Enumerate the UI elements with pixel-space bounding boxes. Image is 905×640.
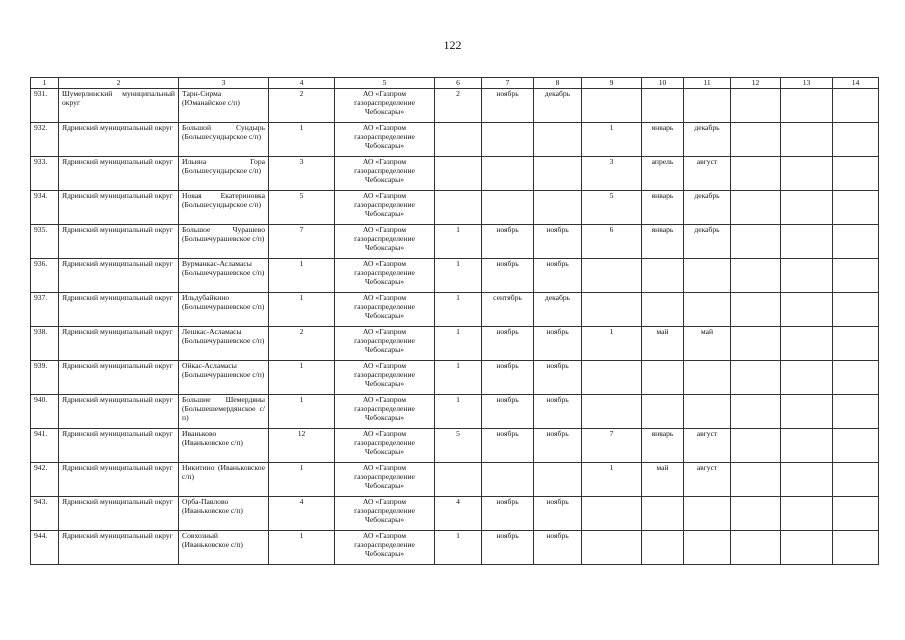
end-month-year3-cell [833,327,879,361]
count-year2-cell: 7 [582,429,642,463]
column-number-11: 11 [684,78,731,89]
row-number-cell: 934. [31,191,59,225]
count-year2-cell: 6 [582,225,642,259]
start-month-year2-cell [642,395,684,429]
count-year3-cell [731,259,781,293]
start-month-year1-cell: ноябрь [482,259,534,293]
column-number-10: 10 [642,78,684,89]
count-year2-cell: 3 [582,157,642,191]
count-year3-cell [731,157,781,191]
start-month-year2-cell: январь [642,191,684,225]
start-month-year1-cell: ноябрь [482,225,534,259]
column-number-6: 6 [435,78,482,89]
count-year3-cell [731,225,781,259]
count-total-cell: 2 [269,327,335,361]
count-total-cell: 1 [269,395,335,429]
municipal-district-cell: Ядринский муниципальный округ [59,429,179,463]
end-month-year1-cell [534,123,582,157]
start-month-year2-cell [642,361,684,395]
table-row [31,89,879,123]
count-year2-cell: 5 [582,191,642,225]
count-year1-cell: 4 [435,497,482,531]
settlement-cell: Тарн-Сирма (Юманайское с/п) [179,89,269,123]
operator-cell: АО «Газпром газораспределение Чебоксары» [335,497,435,531]
count-year1-cell: 1 [435,361,482,395]
row-number-cell: 941. [31,429,59,463]
settlement-cell: Вурманкас-Асламасы (Большечурашевское с/п) [179,259,269,293]
end-month-year2-cell: август [684,463,731,497]
count-year1-cell [435,463,482,497]
count-total-cell: 7 [269,225,335,259]
settlement-cell: Большие Шемердяны (Большешемердянское с/п) [179,395,269,429]
count-year3-cell [731,123,781,157]
municipal-district-cell: Ядринский муниципальный округ [59,293,179,327]
operator-cell: АО «Газпром газораспределение Чебоксары» [335,225,435,259]
count-year3-cell [731,191,781,225]
count-year3-cell [731,89,781,123]
settlement-cell: Орба-Павлово (Иваньковское с/п) [179,497,269,531]
start-month-year1-cell: ноябрь [482,89,534,123]
start-month-year1-cell: ноябрь [482,361,534,395]
municipal-district-cell: Ядринский муниципальный округ [59,327,179,361]
end-month-year1-cell: ноябрь [534,497,582,531]
start-month-year3-cell [781,191,833,225]
start-month-year2-cell [642,531,684,565]
municipal-district-cell: Ядринский муниципальный округ [59,157,179,191]
end-month-year2-cell [684,259,731,293]
operator-cell: АО «Газпром газораспределение Чебоксары» [335,429,435,463]
start-month-year3-cell [781,259,833,293]
start-month-year1-cell: ноябрь [482,429,534,463]
end-month-year1-cell [534,463,582,497]
municipal-district-cell: Ядринский муниципальный округ [59,531,179,565]
end-month-year1-cell: ноябрь [534,327,582,361]
operator-cell: АО «Газпром газораспределение Чебоксары» [335,123,435,157]
end-month-year2-cell: август [684,429,731,463]
count-year1-cell [435,123,482,157]
count-total-cell: 3 [269,157,335,191]
column-number-row [31,78,879,89]
row-number-cell: 935. [31,225,59,259]
municipal-district-cell: Ядринский муниципальный округ [59,361,179,395]
row-number-cell: 938. [31,327,59,361]
end-month-year3-cell [833,395,879,429]
count-year1-cell: 1 [435,259,482,293]
start-month-year2-cell: май [642,327,684,361]
table-row [31,395,879,429]
start-month-year2-cell [642,259,684,293]
end-month-year1-cell: ноябрь [534,429,582,463]
start-month-year2-cell: январь [642,225,684,259]
table-row [31,225,879,259]
end-month-year3-cell [833,157,879,191]
operator-cell: АО «Газпром газораспределение Чебоксары» [335,191,435,225]
column-number-3: 3 [179,78,269,89]
count-year3-cell [731,429,781,463]
table-row [31,497,879,531]
count-year1-cell: 1 [435,531,482,565]
municipal-district-cell: Ядринский муниципальный округ [59,259,179,293]
count-total-cell: 1 [269,259,335,293]
operator-cell: АО «Газпром газораспределение Чебоксары» [335,395,435,429]
end-month-year3-cell [833,361,879,395]
settlement-cell: Совхозный (Иваньковское с/п) [179,531,269,565]
count-year2-cell [582,531,642,565]
end-month-year2-cell [684,497,731,531]
municipal-district-cell: Ядринский муниципальный округ [59,191,179,225]
row-number-cell: 939. [31,361,59,395]
column-number-2: 2 [59,78,179,89]
start-month-year1-cell [482,123,534,157]
start-month-year1-cell: ноябрь [482,395,534,429]
count-year1-cell: 1 [435,293,482,327]
start-month-year1-cell: ноябрь [482,327,534,361]
count-year3-cell [731,361,781,395]
count-total-cell: 12 [269,429,335,463]
count-year1-cell [435,191,482,225]
settlement-cell: Никитино (Иваньковское с/п) [179,463,269,497]
end-month-year2-cell: август [684,157,731,191]
count-total-cell: 1 [269,531,335,565]
end-month-year3-cell [833,497,879,531]
operator-cell: АО «Газпром газораспределение Чебоксары» [335,531,435,565]
municipal-district-cell: Ядринский муниципальный округ [59,463,179,497]
operator-cell: АО «Газпром газораспределение Чебоксары» [335,361,435,395]
settlement-cell: Большой Сундырь (Большесундырское с/п) [179,123,269,157]
row-number-cell: 943. [31,497,59,531]
row-number-cell: 942. [31,463,59,497]
count-year1-cell: 2 [435,89,482,123]
start-month-year1-cell [482,463,534,497]
table-row [31,157,879,191]
end-month-year1-cell [534,191,582,225]
end-month-year2-cell: декабрь [684,123,731,157]
page-number: 122 [443,38,462,52]
start-month-year3-cell [781,361,833,395]
end-month-year2-cell: май [684,327,731,361]
start-month-year3-cell [781,429,833,463]
start-month-year2-cell [642,89,684,123]
operator-cell: АО «Газпром газораспределение Чебоксары» [335,89,435,123]
count-total-cell: 4 [269,497,335,531]
table-row [31,123,879,157]
row-number-cell: 944. [31,531,59,565]
table-row [31,531,879,565]
row-number-cell: 932. [31,123,59,157]
start-month-year1-cell [482,191,534,225]
end-month-year2-cell [684,89,731,123]
column-number-12: 12 [731,78,781,89]
table-row [31,191,879,225]
row-number-cell: 931. [31,89,59,123]
column-number-5: 5 [335,78,435,89]
start-month-year3-cell [781,293,833,327]
operator-cell: АО «Газпром газораспределение Чебоксары» [335,293,435,327]
start-month-year1-cell: сентябрь [482,293,534,327]
start-month-year1-cell [482,157,534,191]
end-month-year1-cell: ноябрь [534,259,582,293]
count-year2-cell: 1 [582,123,642,157]
end-month-year3-cell [833,531,879,565]
column-number-9: 9 [582,78,642,89]
start-month-year2-cell: январь [642,123,684,157]
start-month-year3-cell [781,157,833,191]
column-number-4: 4 [269,78,335,89]
end-month-year2-cell: декабрь [684,225,731,259]
start-month-year2-cell: январь [642,429,684,463]
settlement-cell: Ойкас-Асламасы (Большечурашевское с/п) [179,361,269,395]
count-year2-cell [582,497,642,531]
end-month-year3-cell [833,225,879,259]
count-total-cell: 1 [269,463,335,497]
end-month-year3-cell [833,293,879,327]
gasification-table [30,77,879,565]
count-total-cell: 1 [269,123,335,157]
end-month-year1-cell: ноябрь [534,395,582,429]
count-total-cell: 2 [269,89,335,123]
start-month-year3-cell [781,497,833,531]
row-number-cell: 937. [31,293,59,327]
count-total-cell: 1 [269,361,335,395]
start-month-year3-cell [781,327,833,361]
count-year3-cell [731,293,781,327]
settlement-cell: Ильина Гора (Большесундырское с/п) [179,157,269,191]
settlement-cell: Ильдубайкино (Большечурашевское с/п) [179,293,269,327]
end-month-year1-cell: ноябрь [534,361,582,395]
start-month-year2-cell [642,293,684,327]
settlement-cell: Лешкас-Асламасы (Большечурашевское с/п) [179,327,269,361]
end-month-year2-cell [684,293,731,327]
start-month-year1-cell: ноябрь [482,531,534,565]
end-month-year1-cell: декабрь [534,89,582,123]
count-year2-cell [582,89,642,123]
count-year1-cell: 1 [435,327,482,361]
end-month-year3-cell [833,191,879,225]
column-number-14: 14 [833,78,879,89]
count-total-cell: 5 [269,191,335,225]
count-year1-cell: 5 [435,429,482,463]
end-month-year1-cell [534,157,582,191]
municipal-district-cell: Ядринский муниципальный округ [59,497,179,531]
start-month-year3-cell [781,395,833,429]
count-total-cell: 1 [269,293,335,327]
start-month-year2-cell [642,497,684,531]
count-year3-cell [731,497,781,531]
column-number-7: 7 [482,78,534,89]
count-year2-cell [582,361,642,395]
table-row [31,293,879,327]
start-month-year3-cell [781,225,833,259]
count-year3-cell [731,327,781,361]
end-month-year1-cell: ноябрь [534,225,582,259]
end-month-year1-cell: декабрь [534,293,582,327]
end-month-year3-cell [833,429,879,463]
end-month-year1-cell: ноябрь [534,531,582,565]
row-number-cell: 933. [31,157,59,191]
end-month-year2-cell: декабрь [684,191,731,225]
count-year3-cell [731,531,781,565]
count-year2-cell [582,293,642,327]
table-row [31,259,879,293]
column-number-13: 13 [781,78,833,89]
settlement-cell: Большое Чурашево (Большечурашевское с/п) [179,225,269,259]
count-year2-cell: 1 [582,327,642,361]
count-year2-cell [582,259,642,293]
end-month-year3-cell [833,89,879,123]
end-month-year3-cell [833,123,879,157]
start-month-year3-cell [781,89,833,123]
count-year1-cell: 1 [435,395,482,429]
count-year3-cell [731,395,781,429]
table-row [31,361,879,395]
column-number-8: 8 [534,78,582,89]
municipal-district-cell: Ядринский муниципальный округ [59,225,179,259]
column-number-1: 1 [31,78,59,89]
count-year1-cell [435,157,482,191]
operator-cell: АО «Газпром газораспределение Чебоксары» [335,259,435,293]
end-month-year2-cell [684,395,731,429]
table-row [31,429,879,463]
start-month-year3-cell [781,123,833,157]
table-row [31,463,879,497]
row-number-cell: 936. [31,259,59,293]
count-year3-cell [731,463,781,497]
row-number-cell: 940. [31,395,59,429]
table-row [31,327,879,361]
count-year2-cell: 1 [582,463,642,497]
municipal-district-cell: Ядринский муниципальный округ [59,395,179,429]
settlement-cell: Новая Екатериновка (Большесундырское с/п) [179,191,269,225]
start-month-year2-cell: май [642,463,684,497]
count-year1-cell: 1 [435,225,482,259]
municipal-district-cell: Ядринский муниципальный округ [59,123,179,157]
settlement-cell: Иваньково (Иваньковское с/п) [179,429,269,463]
operator-cell: АО «Газпром газораспределение Чебоксары» [335,157,435,191]
operator-cell: АО «Газпром газораспределение Чебоксары» [335,327,435,361]
end-month-year2-cell [684,361,731,395]
operator-cell: АО «Газпром газораспределение Чебоксары» [335,463,435,497]
start-month-year3-cell [781,531,833,565]
start-month-year3-cell [781,463,833,497]
end-month-year3-cell [833,259,879,293]
start-month-year1-cell: ноябрь [482,497,534,531]
end-month-year3-cell [833,463,879,497]
end-month-year2-cell [684,531,731,565]
start-month-year2-cell: апрель [642,157,684,191]
municipal-district-cell: Шумерлинский муниципальный округ [59,89,179,123]
count-year2-cell [582,395,642,429]
